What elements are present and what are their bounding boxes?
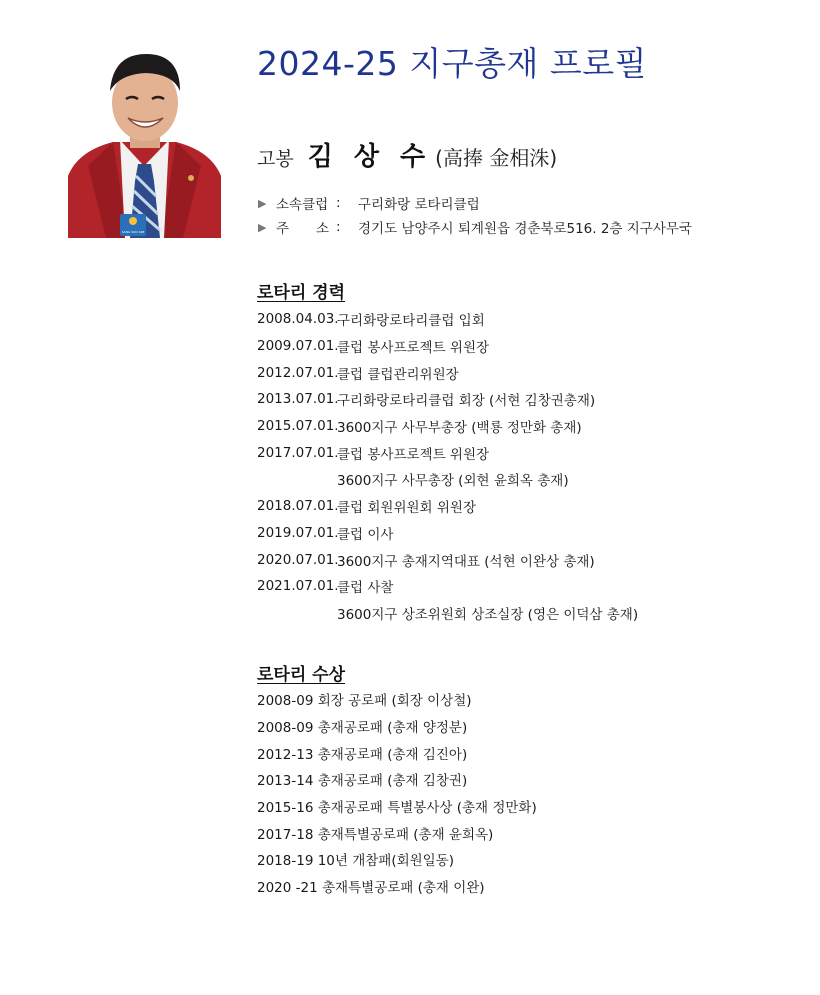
career-item	[257, 386, 638, 413]
career-date: 2017.07.01.	[257, 444, 339, 461]
career-date: 2021.07.01.	[257, 578, 339, 595]
award-item: 2013-14 총재공로패 (총재 김창권)	[257, 773, 468, 790]
career-item	[257, 600, 638, 627]
career-text: 클럽 클럽관리위원장	[337, 366, 459, 383]
profile-name-hanja: (高捧 金相洙)	[435, 146, 558, 170]
award-item: 2015-16 총재공로패 특별봉사상 (총재 정만화)	[257, 800, 537, 817]
career-item	[257, 520, 638, 547]
career-date: 2009.07.01.	[257, 338, 339, 355]
badge-name-text: SANG SOO KIM	[121, 230, 145, 234]
page-title: 2024-25 지구총재 프로필	[257, 44, 648, 83]
profile-name: 김 상 수	[307, 142, 432, 172]
award-item: 2008-09 총재공로패 (총재 양정분)	[257, 720, 468, 737]
award-item: 2018-19 10년 개참패(회원일동)	[257, 853, 455, 870]
profile-info	[258, 191, 692, 239]
award-item: 2008-09 회장 공로패 (회장 이상철)	[257, 693, 472, 710]
career-text: 클럽 사찰	[337, 580, 394, 597]
career-text: 3600지구 총재지역대표 (석현 이완상 총재)	[337, 553, 595, 570]
career-item	[257, 546, 638, 573]
career-item	[257, 413, 638, 440]
career-text: 클럽 봉사프로젝트 위원장	[337, 446, 490, 463]
club-colon: :	[336, 195, 341, 211]
club-value: 구리화랑 로타리클럽	[358, 197, 480, 213]
career-item	[257, 439, 638, 466]
award-item: 2017-18 총재특별공로패 (총재 윤희옥)	[257, 826, 494, 843]
career-text: 3600지구 사무총장 (외현 윤희옥 총재)	[337, 473, 569, 490]
award-item: 2012-13 총재공로패 (총재 김진아)	[257, 746, 468, 763]
career-list	[257, 306, 638, 626]
career-date: 2008.04.03.	[257, 311, 339, 328]
career-text: 클럽 봉사프로젝트 위원장	[337, 340, 490, 357]
career-date: 2012.07.01.	[257, 364, 339, 381]
career-text: 구리화랑로타리클럽 입회	[337, 313, 485, 330]
club-label: 소속클럽	[276, 197, 329, 213]
career-text: 3600지구 상조위원회 상조실장 (영은 이덕삼 총재)	[337, 606, 639, 623]
bullet-triangle-icon: ▶	[258, 196, 267, 210]
bullet-triangle-icon: ▶	[258, 220, 267, 234]
career-text: 3600지구 사무부총장 (백룡 정만화 총재)	[337, 420, 582, 437]
career-date: 2015.07.01.	[257, 418, 339, 435]
address-colon: :	[336, 219, 341, 235]
club-row	[258, 191, 692, 215]
career-item	[257, 306, 638, 333]
career-heading: 로타리 경력	[257, 283, 346, 303]
career-text: 클럽 회원위원회 위원장	[337, 500, 476, 517]
career-date: 2018.07.01.	[257, 498, 339, 515]
career-text: 구리화랑로타리클럽 회장 (서현 김창권총재)	[337, 393, 596, 410]
awards-list	[257, 686, 537, 900]
career-item	[257, 333, 638, 360]
career-date: 2020.07.01.	[257, 551, 339, 568]
award-item: 2020 -21 총재특별공로패 (총재 이완)	[257, 880, 485, 897]
address-label: 주 소	[276, 221, 330, 237]
profile-photo	[68, 46, 221, 238]
awards-heading: 로타리 수상	[257, 665, 346, 685]
profile-name-line	[257, 136, 557, 173]
address-row	[258, 215, 692, 239]
career-item	[257, 466, 638, 493]
address-value: 경기도 남양주시 퇴계원읍 경춘북로516. 2층 지구사무국	[358, 221, 692, 237]
career-item	[257, 493, 638, 520]
career-date: 2013.07.01.	[257, 391, 339, 408]
career-date: 2019.07.01.	[257, 524, 339, 541]
career-item	[257, 573, 638, 600]
career-item	[257, 359, 638, 386]
career-text: 클럽 이사	[337, 526, 394, 543]
name-prefix: 고봉	[257, 148, 294, 170]
